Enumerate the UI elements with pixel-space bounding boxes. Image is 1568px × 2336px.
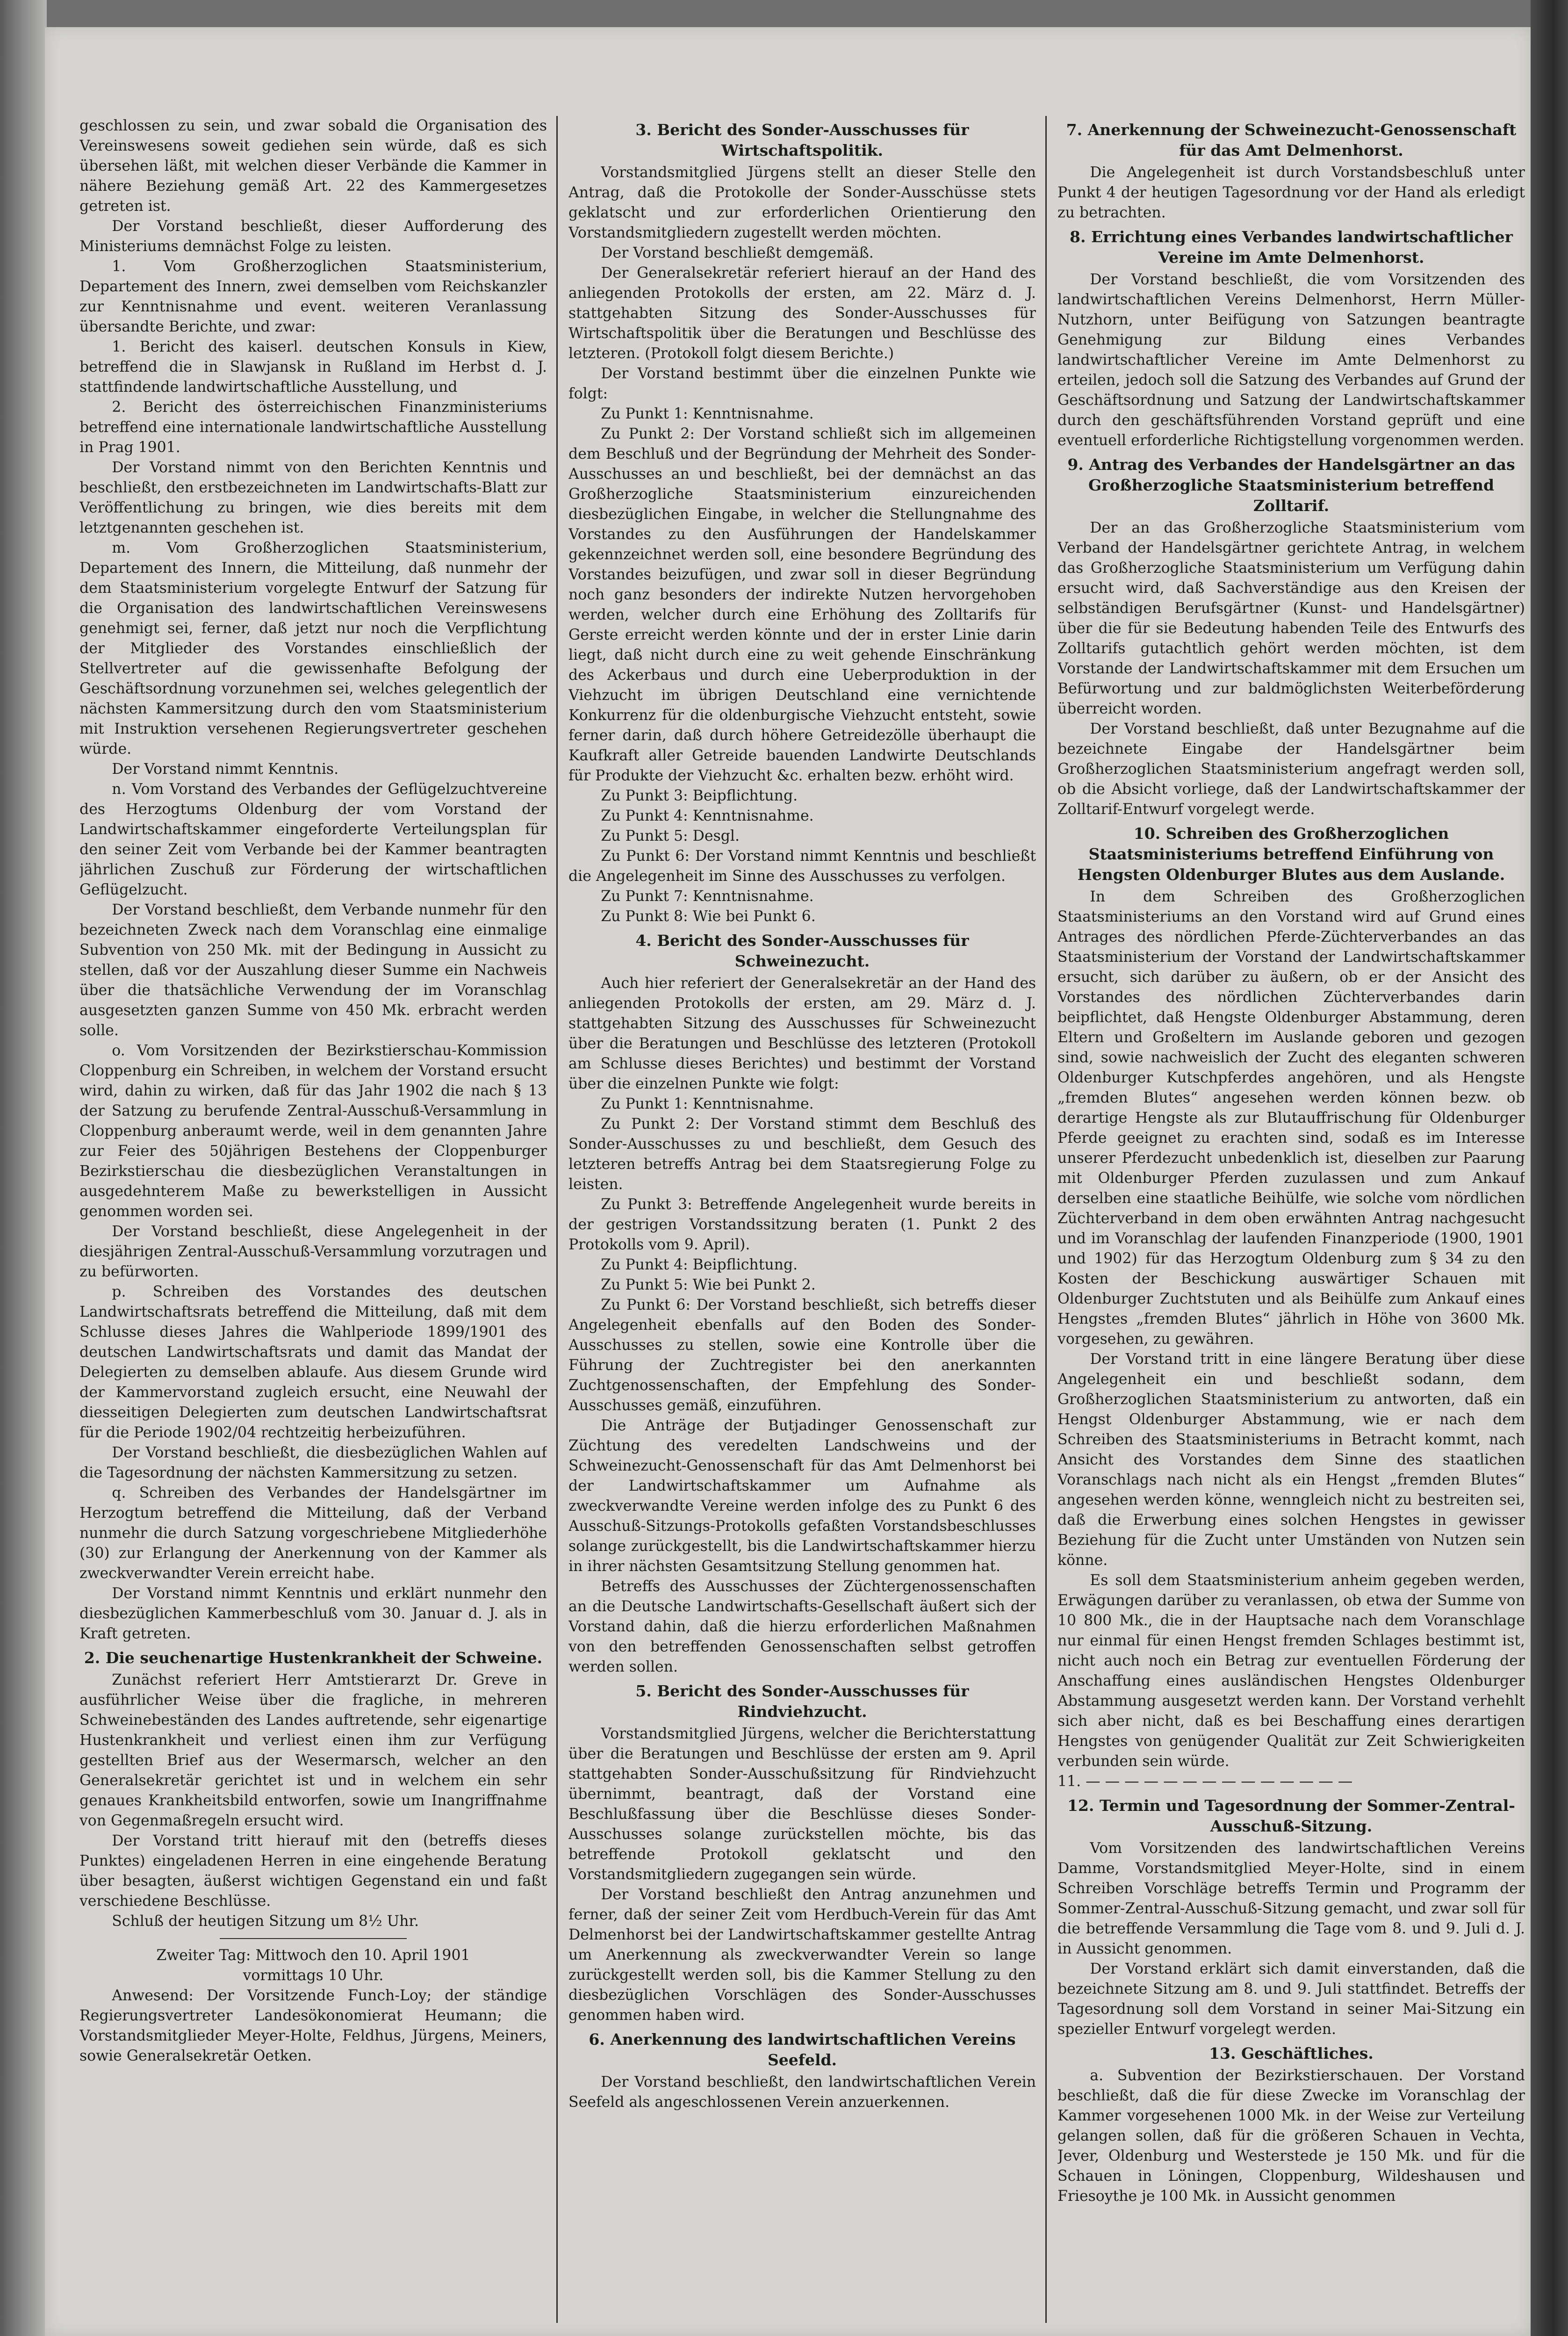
section-heading: 6. Anerkennung des landwirtschaftlichen Vereins Seefeld. xyxy=(589,2030,1016,2069)
paragraph: Der Vorstand nimmt von den Berichten Kenntnis und beschließt, den erstbezeichneten im Landwirtschafts-Blatt zur Veröffentlichung zu bringen, wie dies bereits mit dem letztgenannten geschehen ist. xyxy=(79,459,547,536)
paragraph: p. Schreiben des Vorstandes des deutschen Landwirtschaftsrats betreffend die Mitteilung, daß mit dem Schlusse dieses Jahres die Wahlperiode 1899/1901 des deutschen Landwirtschaftsrats und damit das Mandat der Delegierten zu demselben ablaufe. Aus diesem Grunde wird der Kammervorstand zugleich ersucht, eine Neuwahl der diesseitigen Delegierten zum deutschen Landwirtschaftsrat für die Periode 1902/04 rechtzeitig herbeizuführen. xyxy=(79,1283,547,1441)
paragraph: Zu Punkt 5: Wie bei Punkt 2. xyxy=(601,1276,816,1293)
section-heading: 2. Die seuchenartige Hustenkrankheit der Schweine. xyxy=(84,1649,543,1667)
paragraph: 2. Bericht des österreichischen Finanzministeriums betreffend eine internationale landwirtschaftliche Ausstellung in Prag 1901. xyxy=(79,399,547,456)
paragraph: Schluß der heutigen Sitzung um 8½ Uhr. xyxy=(112,1913,419,1930)
scan-edge-right xyxy=(1531,0,1568,2336)
paragraph: n. Vom Vorstand des Verbandes der Geflügelzuchtvereine des Herzogtums Oldenburg der vom Vorstand der Landwirtschaftskammer eingeforderte Verteilungsplan für den seiner Zeit vom Verbande bei der Kammer beantragten jährlichen Zuschuß zur Förderung der wirtschaftlichen Geflügelzucht. xyxy=(79,781,547,898)
paragraph: Zu Punkt 7: Kenntnisnahme. xyxy=(601,888,814,905)
paragraph: Der Vorstand beschließt, die diesbezüglichen Wahlen auf die Tagesordnung der nächsten Kammersitzung zu setzen. xyxy=(79,1444,547,1481)
paragraph: Der Generalsekretär referiert hierauf an der Hand des anliegenden Protokolls der ersten, am 22. März d. J. stattgehabten Sitzung des Sonder-Ausschusses für Wirtschaftspolitik über die Beratungen und Beschlüsse des letzteren. (Protokoll folgt diesem Berichte.) xyxy=(568,265,1036,362)
paragraph: Zu Punkt 5: Desgl. xyxy=(601,828,740,844)
paragraph: Der Vorstand nimmt Kenntnis. xyxy=(112,761,339,778)
column-rule-1 xyxy=(556,116,558,2323)
paragraph: Der Vorstand bestimmt über die einzelnen Punkte wie folgt: xyxy=(568,365,1036,402)
paragraph: Der Vorstand tritt hierauf mit den (betreffs dieses Punktes) eingeladenen Herren in eine eingehende Beratung über besagten, äußerst wichtigen Gegenstand ein und faßt verschiedene Beschlüsse. xyxy=(79,1832,547,1910)
session-date-line: vormittags 10 Uhr. xyxy=(243,1967,384,1984)
scan-edge-left xyxy=(0,0,47,2336)
section-heading: 7. Anerkennung der Schweinezucht-Genossenschaft für das Amt Delmenhorst. xyxy=(1066,121,1517,159)
paragraph: 11. — — — — — — — — — — — — — — xyxy=(1057,1773,1353,1790)
paragraph: Der Vorstand beschließt, diese Angelegenheit in der diesjährigen Zentral-Ausschuß-Versammlung vorzutragen und zu befürworten. xyxy=(79,1223,547,1280)
session-date-line: Zweiter Tag: Mittwoch den 10. April 1901 xyxy=(156,1947,470,1964)
top-margin xyxy=(45,27,1531,116)
paragraph: Der Vorstand beschließt, dem Verbande nunmehr für den bezeichneten Zweck nach dem Voranschlag eine einmalige Subvention von 250 Mk. mit der Bedingung in Aussicht zu stellen, daß vor der Auszahlung dieser Summe ein Nachweis über die thatsächliche Verwendung der im Voranschlag ausgesetzten ganzen Summe von 450 Mk. erbracht werden solle. xyxy=(79,901,547,1039)
column-3 xyxy=(1057,116,1525,2323)
paragraph: Der Vorstand erklärt sich damit einverstanden, daß die bezeichnete Sitzung am 8. und 9. Juli stattfindet. Betreffs der Tagesordnung soll dem Vorstand in seiner Mai-Sitzung ein spezieller Entwurf vorgelegt werden. xyxy=(1057,1961,1525,2038)
paragraph: Vorstandsmitglied Jürgens, welcher die Berichterstattung über die Beratungen und Beschlüsse der ersten am 9. April stattgehabten Sonder-Ausschußsitzung für Rindviehzucht übernimmt, beantragt, daß der Vorstand eine Beschlußfassung über die Beschlüsse dieses Sonder-Ausschusses solange zurückstellen möchte, bis das betreffende Protokoll geklatscht und den Vorstandsmitgliedern zugegangen sein würde. xyxy=(568,1725,1036,1883)
paragraph: Zunächst referiert Herr Amtstierarzt Dr. Greve in ausführlicher Weise über die fragliche, in mehreren Schweinebeständen des Landes auftretende, sehr eigenartige Hustenkrankheit und verliest einen ihm zur Verfügung gestellten Brief aus der Wesermarsch, welcher an den Generalsekretär gerichtet ist und in welchem ein sehr genaues Krankheitsbild entworfen, sowie um Inangriffnahme von Gegenmaßregeln ersucht wird. xyxy=(79,1672,547,1829)
paragraph: Zu Punkt 1: Kenntnisnahme. xyxy=(601,405,814,422)
paragraph: Der Vorstand nimmt Kenntnis und erklärt nunmehr den diesbezüglichen Kammerbeschluß vom 30. Januar d. J. als in Kraft getreten. xyxy=(79,1585,547,1642)
paragraph: o. Vom Vorsitzenden der Bezirkstierschau-Kommission Cloppenburg ein Schreiben, in welchem der Vorstand ersucht wird, dahin zu wirken, daß für das Jahr 1902 die nach § 13 der Satzung zu berufende Zentral-Ausschuß-Versammlung in Cloppenburg anberaumt werde, weil in dem genannten Jahre zur Feier des 50jährigen Bestehens der Cloppenburger Bezirkstierschau die diesbezüglichen Veranstaltungen in ausgedehnterem Maße zu bewerkstelligen in Aussicht genommen worden sei. xyxy=(79,1042,547,1220)
paragraph: geschlossen zu sein, und zwar sobald die Organisation des Vereinswesens soweit gediehen sein würde, daß es sich übersehen läßt, mit welchen dieser Verbände die Kammer in nähere Beziehung gemäß Art. 22 des Kammergesetzes getreten ist. xyxy=(79,117,547,215)
column-2 xyxy=(568,116,1036,2323)
paragraph: a. Subvention der Bezirkstierschauen. Der Vorstand beschließt, daß die für diese Zwecke im Voranschlag der Kammer vorgesehenen 1000 Mk. in der Weise zur Verteilung gelangen sollen, daß für die größeren Schauen in Vechta, Jever, Oldenburg und Westerstede je 150 Mk. und für die Schauen in Löningen, Cloppenburg, Wildeshausen und Friesoythe je 100 Mk. in Aussicht genommen xyxy=(1057,2067,1525,2205)
section-heading: 10. Schreiben des Großherzoglichen Staatsministeriums betreffend Einführung von Hengsten Oldenburger Blutes aus dem Auslande. xyxy=(1077,824,1505,884)
section-heading: 3. Bericht des Sonder-Ausschusses für Wirtschaftspolitik. xyxy=(635,121,969,159)
paragraph: Die Anträge der Butjadinger Genossenschaft zur Züchtung des veredelten Landschweins und der Schweinezucht-Genossenschaft für das Amt Delmenhorst bei der Landwirtschaftskammer um Aufnahme als zweckverwandte Vereine werden infolge des zu Punkt 6 des Ausschuß-Sitzungs-Protokolls gefaßten Vorstandsbeschlusses solange zurückgestellt, bis die Landwirtschaftskammer hierzu in ihrer nächsten Gesamtsitzung Stellung genommen hat. xyxy=(568,1417,1036,1575)
paragraph: Zu Punkt 1: Kenntnisnahme. xyxy=(601,1096,814,1112)
newspaper-page xyxy=(45,27,1531,2336)
paragraph: In dem Schreiben des Großherzoglichen Staatsministeriums an den Vorstand wird auf Grund eines Antrages des nördlichen Pferde-Züchterverbandes an das Staatsministerium der Vorstand der Landwirtschaftskammer ersucht, sich darüber zu äußern, ob er der Ansicht des Vorstandes des nördlichen Züchterverbandes darin beipflichtet, daß Hengste Oldenburger Abstammung, deren Eltern und Großeltern im Auslande geboren und gezogen sind, sowie nachweislich der Zucht des eleganten schweren Oldenburger Kutschpferdes angehören, und als Hengste „fremden Blutes“ angesehen werden können bezw. ob derartige Hengste als zur Blutauffrischung für Oldenburger Pferde geeignet zu erachten sind, sodaß es im Interesse unserer Pferdezucht unbedenklich ist, dieselben zur Paarung mit Oldenburger Pferden zuzulassen und zum Ankauf derselben eine staatliche Beihülfe, wie solche vom nördlichen Züchterverband in dem oben erwähnten Antrag nachgesucht und im Voranschlag der laufenden Finanzperiode (1900, 1901 und 1902) für das Herzogtum Oldenburg zum § 34 zu den Kosten der Beschickung auswärtiger Schauen mit Oldenburger Zuchtstuten und als Beihülfe zum Ankauf eines Hengstes „fremden Blutes“ jährlich in Höhe von 3600 Mk. vorgesehen, zu gewähren. xyxy=(1057,888,1525,1348)
paragraph: Zu Punkt 2: Der Vorstand schließt sich im allgemeinen dem Beschluß und der Begründung der Mehrheit des Sonder-Ausschusses an und beschließt, bei der demnächst an das Großherzogliche Staatsministerium einzureichenden diesbezüglichen Eingabe, in welcher die Stellungnahme des Vorstandes zu den Ausführungen der Handelskammer gekennzeichnet werden soll, eine besondere Begründung des Vorstandes beizufügen, und zwar soll in dieser Begründung noch ganz besonders der indirekte Nutzen hervorgehoben werden, welcher durch eine Erhöhung des Zolltarifs für Gerste erreicht werden könnte und der in erster Linie darin liegt, daß nicht durch eine zu weit gehende Einschränkung des Ackerbaus und durch eine Ueberproduktion in der Viehzucht im übrigen Deutschland eine vernichtende Konkurrenz für die oldenburgische Viehzucht entsteht, sowie ferner darin, daß durch höhere Getreidezölle überhaupt die Kaufkraft aller Getreide bauenden Landwirte Deutschlands für Produkte der Viehzucht &c. erhalten bezw. erhöht wird. xyxy=(568,425,1036,784)
paragraph: Der an das Großherzogliche Staatsministerium vom Verband der Handelsgärtner gerichtete Antrag, in welchem das Großherzogliche Staatsministerium um Verfügung dahin ersucht wird, daß Sachverständige aus den Kreisen der selbständigen Berufsgärtner (Kunst- und Handelsgärtner) über die für sie Bedeutung habenden Teile des Entwurfs des Zolltarifs gutachtlich gehört werden möchten, ist dem Vorstande der Landwirtschaftskammer mit dem Ersuchen um Befürwortung und zur baldmöglichsten Weiterbeförderung überreicht worden. xyxy=(1057,519,1525,717)
paragraph: Betreffs des Ausschusses der Züchtergenossenschaften an die Deutsche Landwirtschafts-Gesellschaft äußert sich der Vorstand dahin, daß die hierzu erforderlichen Maßnahmen von den betreffenden Genossenschaften selbst getroffen werden sollen. xyxy=(568,1578,1036,1675)
paragraph: Der Vorstand beschließt den Antrag anzunehmen und ferner, daß der seiner Zeit vom Herdbuch-Verein für das Amt Delmenhorst bei der Landwirtschaftskammer gestellte Antrag um Anerkennung als zweckverwandter Verein so lange zurückgestellt werden soll, bis die Kammer Stellung zu den diesbezüglichen Vorschlägen des Sonder-Ausschusses genommen haben wird. xyxy=(568,1886,1036,2024)
paragraph: Vorstandsmitglied Jürgens stellt an dieser Stelle den Antrag, daß die Protokolle der Sonder-Ausschüsse stets geklatscht und zur erforderlichen Orientierung den Vorstandsmitgliedern zugestellt werden möchten. xyxy=(568,164,1036,241)
paragraph: Zu Punkt 4: Kenntnisnahme. xyxy=(601,808,814,824)
paragraph: 1. Vom Großherzoglichen Staatsministerium, Departement des Innern, zwei demselben vom Reichskanzler zur Kenntnisnahme und event. weiteren Veranlassung übersandte Berichte, und zwar: xyxy=(79,258,547,335)
paragraph: Der Vorstand tritt in eine längere Beratung über diese Angelegenheit ein und beschließt sodann, dem Großherzoglichen Staatsministerium zu antworten, daß ein Hengst Oldenburger Abstammung, wie er nach dem Schreiben des Staatsministeriums in Betracht kommt, nach Ansicht des Vorstandes dem Sinne des staatlichen Voranschlags nach nicht als ein Hengst „fremden Blutes“ angesehen werden könne, wenngleich nicht zu bestreiten sei, daß die Erwerbung eines solchen Hengstes in gewisser Beziehung für die Zucht unter Umständen von Nutzen sein könne. xyxy=(1057,1351,1525,1569)
paragraph: 1. Bericht des kaiserl. deutschen Konsuls in Kiew, betreffend die in Slawjansk in Rußland im Herbst d. J. stattfindende landwirtschaftliche Ausstellung, und xyxy=(79,339,547,396)
paragraph: Der Vorstand beschließt, die vom Vorsitzenden des landwirtschaftlichen Vereins Delmenhorst, Herrn Müller-Nutzhorn, unter Beifügung von Satzungen beantragte Genehmigung zur Bildung eines Verbandes landwirtschaftlicher Vereine im Amte Delmenhorst zu erteilen, jedoch soll die Satzung des Verbandes auf Grund der Geschäftsordnung und Satzung der Landwirtschaftskammer durch den geschäftsführenden Vorstand geprüft und eine eventuell erforderliche Richtigstellung vorgenommen werden. xyxy=(1057,271,1525,449)
paragraph: Die Angelegenheit ist durch Vorstandsbeschluß unter Punkt 4 der heutigen Tagesordnung vor der Hand als erledigt zu betrachten. xyxy=(1057,164,1525,221)
paragraph: Vom Vorsitzenden des landwirtschaftlichen Vereins Damme, Vorstandsmitglied Meyer-Holte, sind in einem Schreiben Vorschläge betreffs Termin und Programm der Sommer-Zentral-Ausschuß-Sitzung gemacht, und zwar soll für die betreffende Versammlung die Tage vom 8. und 9. Juli d. J. in Aussicht genommen. xyxy=(1057,1840,1525,1957)
section-heading: 5. Bericht des Sonder-Ausschusses für Rindviehzucht. xyxy=(635,1682,969,1721)
section-heading: 13. Geschäftliches. xyxy=(1209,2044,1374,2062)
section-divider xyxy=(220,1938,407,1939)
column-1 xyxy=(79,116,547,2323)
section-heading: 9. Antrag des Verbandes der Handelsgärtner an das Großherzogliche Staatsministerium betreffend Zolltarif. xyxy=(1067,455,1515,515)
paragraph: Es soll dem Staatsministerium anheim gegeben werden, Erwägungen darüber zu veranlassen, ob etwa der Summe von 10 800 Mk., die in der Hauptsache nach dem Voranschlage nur einmal für einen Hengst fremden Schlages bestimmt ist, nicht auch noch ein Betrag zur eventuellen Förderung der Anschaffung eines ausländischen Hengstes Oldenburger Abstammung ausgesetzt werden kann. Der Vorstand verhehlt sich aber nicht, daß es bei Beschaffung eines derartigen Hengstes von genügender Qualität zur Zeit Schwierigkeiten verbunden sein würde. xyxy=(1057,1572,1525,1770)
paragraph: m. Vom Großherzoglichen Staatsministerium, Departement des Innern, die Mitteilung, daß nunmehr der dem Staatsministerium vorgelegte Entwurf der Satzung für die Organisation des landwirtschaftlichen Vereinswesens genehmigt sei, ferner, daß jetzt nur noch die Verpflichtung der Mitglieder des Vorstandes einschließlich der Stellvertreter auf die gewissenhafte Befolgung der Geschäftsordnung vorzunehmen sei, welches gelegentlich der nächsten Kammersitzung durch den vom Staatsministerium mit Instruktion versehenen Regierungsvertreter geschehen würde. xyxy=(79,540,547,757)
section-heading: 12. Termin und Tagesordnung der Sommer-Zentral-Ausschuß-Sitzung. xyxy=(1067,1796,1515,1835)
paragraph: q. Schreiben des Verbandes der Handelsgärtner im Herzogtum betreffend die Mitteilung, daß der Verband nunmehr die durch Satzung vorgeschriebene Mitgliederhöhe (30) zur Erlangung der Anerkennung von der Kammer als zweckverwandter Verein erreicht habe. xyxy=(79,1485,547,1582)
column-rule-2 xyxy=(1045,116,1047,2323)
paragraph: Der Vorstand beschließt, daß unter Bezugnahme auf die bezeichnete Eingabe der Handelsgärtner beim Großherzoglichen Staatsministerium angefragt werden soll, ob die Absicht vorliege, daß der Landwirtschaftskammer der Zolltarif-Entwurf vorgelegt werde. xyxy=(1057,721,1525,818)
paragraph: Zu Punkt 4: Beipflichtung. xyxy=(601,1256,798,1273)
paragraph: Der Vorstand beschließt, den landwirtschaftlichen Verein Seefeld als angeschlossenen Verein anzuerkennen. xyxy=(568,2074,1036,2111)
paragraph: Auch hier referiert der Generalsekretär an der Hand des anliegenden Protokolls der ersten, am 29. März d. J. stattgehabten Sitzung des Ausschusses für Schweinezucht über die Beratungen und Beschlüsse des letzteren (Protokoll am Schlusse dieses Berichtes) und bestimmt der Vorstand über die einzelnen Punkte wie folgt: xyxy=(568,975,1036,1092)
section-heading: 4. Bericht des Sonder-Ausschusses für Schweinezucht. xyxy=(635,931,969,970)
paragraph: Zu Punkt 3: Beipflichtung. xyxy=(601,787,798,804)
paragraph: Zu Punkt 6: Der Vorstand beschließt, sich betreffs dieser Angelegenheit ebenfalls auf den Boden des Sonder-Ausschusses zu stellen, sowie eine Kontrolle über die Führung der Zuchtregister bei den anerkannten Zuchtgenossenschaften, der Empfehlung des Sonder-Ausschusses gemäß, einzuführen. xyxy=(568,1297,1036,1414)
paragraph: Der Vorstand beschließt demgemäß. xyxy=(601,245,874,261)
paragraph: Der Vorstand beschließt, dieser Aufforderung des Ministeriums demnächst Folge zu leisten. xyxy=(79,218,547,255)
paragraph: Anwesend: Der Vorsitzende Funch-Loy; der ständige Regierungsvertreter Landesökonomierat Heumann; die Vorstandsmitglieder Meyer-Holte, Feldhus, Jürgens, Meiners, sowie Generalsekretär Oetken. xyxy=(79,1987,547,2064)
paragraph: Zu Punkt 6: Der Vorstand nimmt Kenntnis und beschließt die Angelegenheit im Sinne des Ausschusses zu verfolgen. xyxy=(568,848,1036,885)
paragraph: Zu Punkt 8: Wie bei Punkt 6. xyxy=(601,908,816,925)
paragraph: Zu Punkt 3: Betreffende Angelegenheit wurde bereits in der gestrigen Vorstandssitzung beraten (1. Punkt 2 des Protokolls vom 9. April). xyxy=(568,1196,1036,1253)
paragraph: Zu Punkt 2: Der Vorstand stimmt dem Beschluß des Sonder-Ausschusses zu und beschließt, dem Gesuch des letzteren betreffs Antrag bei dem Staatsregierung Folge zu leisten. xyxy=(568,1116,1036,1193)
section-heading: 8. Errichtung eines Verbandes landwirtschaftlicher Vereine im Amte Delmenhorst. xyxy=(1070,228,1513,267)
